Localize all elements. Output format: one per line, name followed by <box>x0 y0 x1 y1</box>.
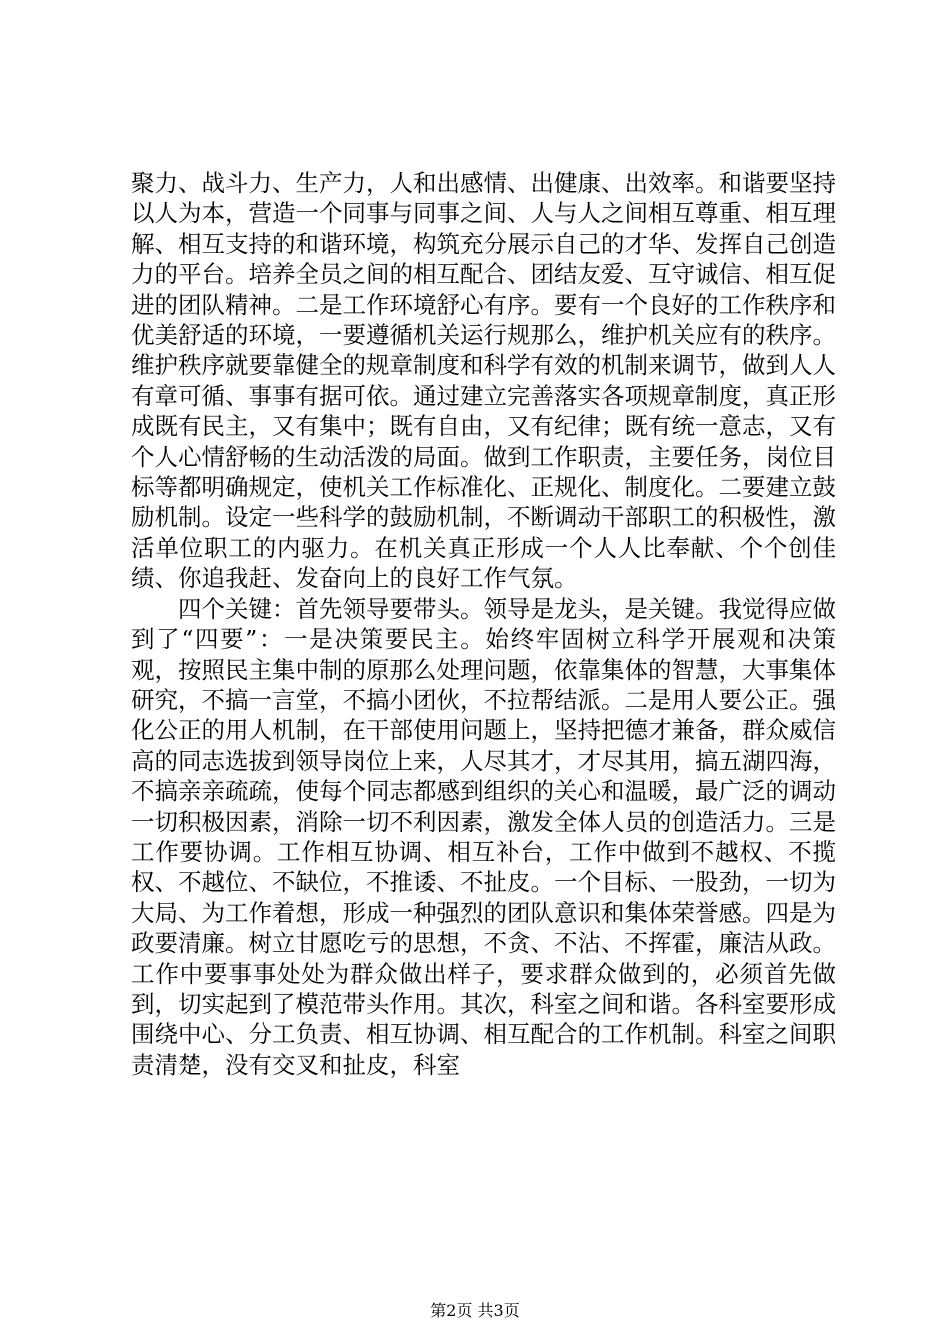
paragraph-continued: 聚力、战斗力、生产力，人和出感情、出健康、出效率。和谐要坚持以人为本，营造一个同事与同事之间、人与人之间相互尊重、相互理解、相互支持的和谐环境，构筑充分展示自己的才华、发挥自己创造力的平台。培养全员之间的相互配合、团结友爱、互守诚信、相互促进的团队精神。二是工作环境舒心有序。要有一个良好的工作秩序和优美舒适的环境，一要遵循机关运行规那么，维护机关应有的秩序。维护秩序就要靠健全的规章制度和科学有效的机制来调节，做到人人有章可循、事事有据可依。通过建立完善落实各项规章制度，真正形成既有民主，又有集中；既有自由，又有纪律；既有统一意志，又有个人心情舒畅的生动活泼的局面。做到工作职责，主要任务，岗位目标等都明确规定，使机关工作标准化、正规化、制度化。二要建立鼓励机制。设定一些科学的鼓励机制，不断调动干部职工的积极性，激活单位职工的内驱力。在机关真正形成一个人人比奉献、个个创佳绩、你追我赶、发奋向上的良好工作气氛。 <box>131 169 836 593</box>
page-number-footer: 第2页 共3页 <box>430 1301 520 1320</box>
document-body <box>131 168 836 1080</box>
paragraph-four-keys: 四个关键：首先领导要带头。领导是龙头，是关键。我觉得应做到了“四要”：一是决策要民主。始终牢固树立科学开展观和决策观，按照民主集中制的原那么处理问题，依靠集体的智慧，大事集体研究，不搞一言堂，不搞小团伙，不拉帮结派。二是用人要公正。强化公正的用人机制，在干部使用问题上，坚持把德才兼备，群众威信高的同志选拔到领导岗位上来，人尽其才，才尽其用，搞五湖四海，不搞亲亲疏疏，使每个同志都感到组织的关心和温暖，最广泛的调动一切积极因素，消除一切不利因素，激发全体人员的创造活力。三是工作要协调。工作相互协调、相互补台，工作中做到不越权、不揽权、不越位、不缺位，不推诿、不扯皮。一个目标、一股劲，一切为大局、为工作着想，形成一种强烈的团队意识和集体荣誉感。四是为政要清廉。树立甘愿吃亏的思想，不贪、不沾、不挥霍，廉洁从政。工作中要事事处处为群众做出样子，要求群众做到的，必须首先做到，切实起到了模范带头作用。其次，科室之间和谐。各科室要形成围绕中心、分工负责、相互协调、相互配合的工作机制。科室之间职责清楚，没有交叉和扯皮，科室 <box>131 594 836 1079</box>
